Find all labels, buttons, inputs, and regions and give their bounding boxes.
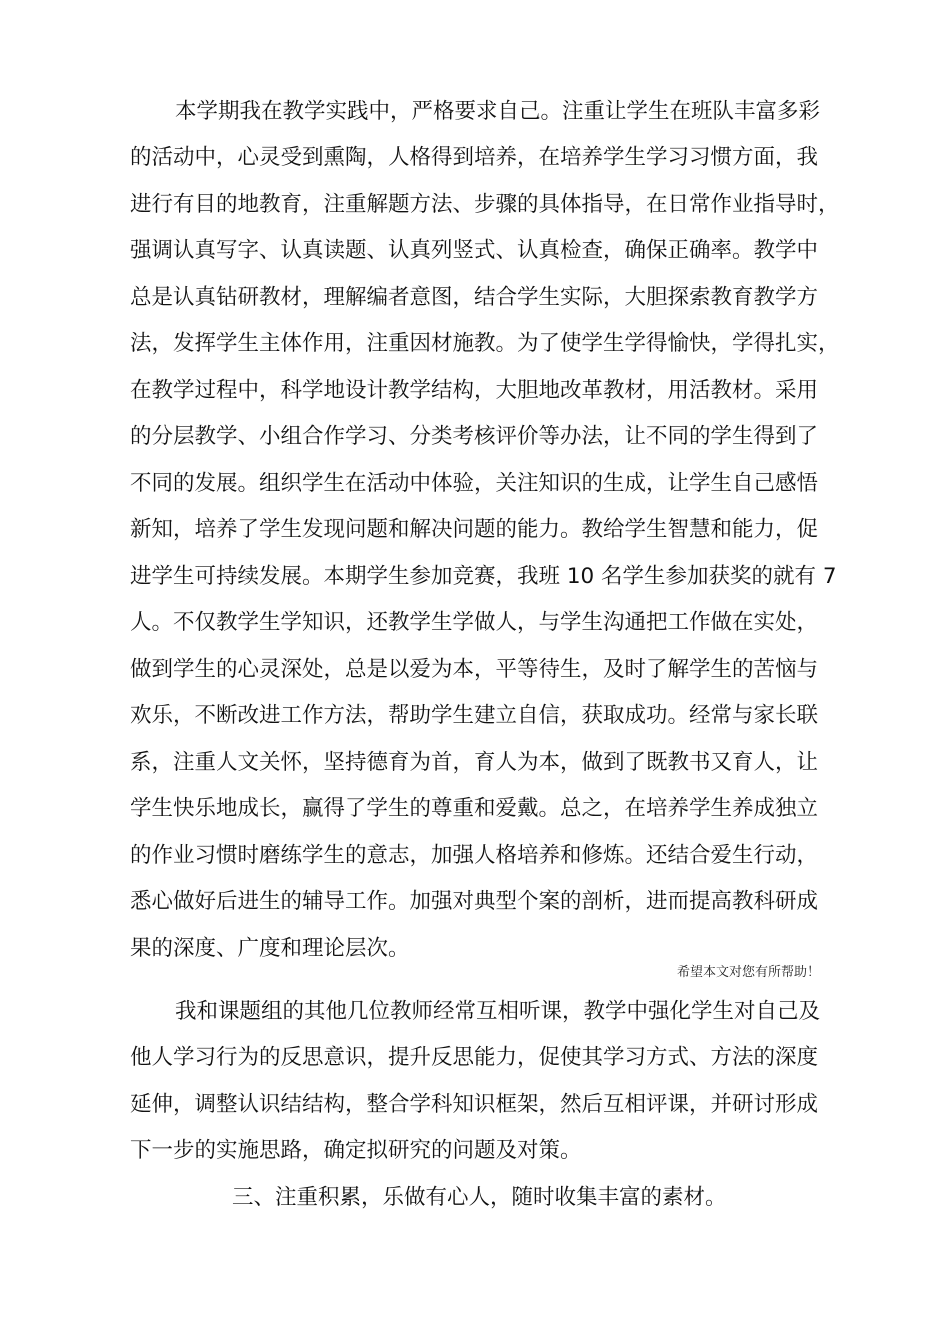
paragraph-line: 悉心做好后进生的辅导工作。加强对典型个案的剖析，进而提高教科研成 [130,889,819,914]
paragraph-line: 下一步的实施思路，确定拟研究的问题及对策。 [130,1138,582,1163]
paragraph-line: 不同的发展。组织学生在活动中体验，关注知识的生成，让学生自己感悟 [130,471,819,496]
paragraph-line: 欢乐，不断改进工作方法，帮助学生建立自信，获取成功。经常与家长联 [130,703,819,728]
paragraph-line: 法，发挥学生主体作用，注重因材施教。为了使学生学得愉快，学得扎实， [130,331,840,356]
paragraph-line: 进行有目的地教育，注重解题方法、步骤的具体指导，在日常作业指导时， [130,192,840,217]
paragraph-line: 做到学生的心灵深处，总是以爱为本，平等待生，及时了解学生的苦恼与 [130,657,819,682]
paragraph-line: 在教学过程中，科学地设计教学结构，大胆地改革教材，用活教材。采用 [130,378,819,403]
paragraph-line: 进学生可持续发展。本期学生参加竞赛，我班 10 名学生参加获奖的就有 7 [130,564,837,589]
paragraph-line: 新知，培养了学生发现问题和解决问题的能力。教给学生智慧和能力，促 [130,517,819,542]
help-note: 希望本文对您有所帮助！ [676,965,820,980]
section-heading: 三、注重积累，乐做有心人，随时收集丰富的素材。 [232,1185,727,1210]
paragraph-line: 本学期我在教学实践中，严格要求自己。注重让学生在班队丰富多彩 [175,99,821,124]
paragraph-line: 总是认真钻研教材，理解编者意图，结合学生实际，大胆探索教育教学方 [130,285,819,310]
paragraph-line: 学生快乐地成长，赢得了学生的尊重和爱戴。总之，在培养学生养成独立 [130,796,819,821]
paragraph-line: 的作业习惯时磨练学生的意志，加强人格培养和修炼。还结合爱生行动， [130,843,819,868]
paragraph-line: 我和课题组的其他几位教师经常互相听课，教学中强化学生对自己及 [175,999,821,1024]
paragraph-line: 果的深度、广度和理论层次。 [130,936,410,961]
paragraph-line: 的活动中，心灵受到熏陶，人格得到培养，在培养学生学习习惯方面，我 [130,145,819,170]
paragraph-line: 延伸，调整认识结结构，整合学科知识框架，然后互相评课，并研讨形成 [130,1092,819,1117]
paragraph-line: 强调认真写字、认真读题、认真列竖式、认真检查，确保正确率。教学中 [130,238,819,263]
paragraph-line: 的分层教学、小组合作学习、分类考核评价等办法，让不同的学生得到了 [130,424,819,449]
paragraph-line: 系，注重人文关怀，坚持德育为首，育人为本，做到了既教书又育人，让 [130,750,819,775]
paragraph-line: 人。不仅教学生学知识，还教学生学做人，与学生沟通把工作做在实处， [130,610,819,635]
paragraph-line: 他人学习行为的反思意识，提升反思能力，促使其学习方式、方法的深度 [130,1045,819,1070]
